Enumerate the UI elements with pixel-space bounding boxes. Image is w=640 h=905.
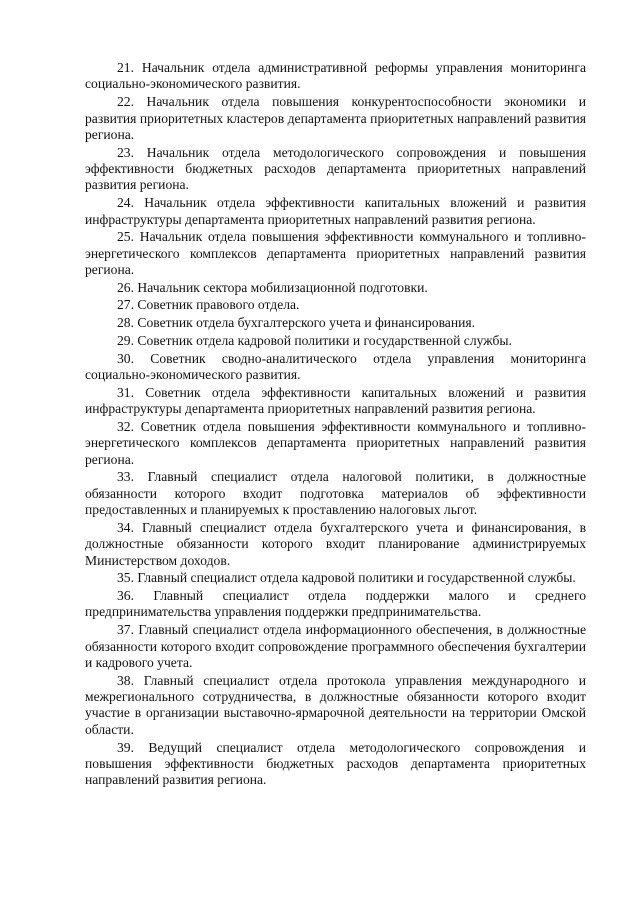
list-item-35: 35. Главный специалист отдела кадровой политики и государственной службы. [117, 570, 576, 586]
list-item-25: 25. Начальник отдела повышения эффективности коммунального и топливно-энергетического комплексов департамента приоритетных направлений развития региона. [85, 229, 586, 278]
list-item-30: 30. Советник сводно-аналитического отдела управления мониторинга социально-экономического развития. [85, 350, 586, 382]
list-item-27: 27. Советник правового отдела. [117, 297, 300, 313]
list-item-23: 23. Начальник отдела методологического сопровождения и повышения эффективности бюджетных расходов департамента приоритетных направлений развития региона. [85, 144, 586, 193]
list-item-38: 38. Главный специалист отдела протокола управления международного и межрегионального сотрудничества, в должностные обязанности которого входит участие в организации выставочно-ярмарочной деятельности на территории Омской области. [85, 672, 586, 737]
list-item-36: 36. Главный специалист отдела поддержки малого и среднего предпринимательства управления поддержки предпринимательства. [85, 588, 586, 620]
list-item-24: 24. Начальник отдела эффективности капитальных вложений и развития инфраструктуры департамента приоритетных направлений развития региона. [85, 195, 586, 227]
list-item-33: 33. Главный специалист отдела налоговой политики, в должностные обязанности которого входит подготовка материалов об эффективности предоставленных и планируемых к проставлению налоговых льгот. [85, 469, 586, 518]
list-item-28: 28. Советник отдела бухгалтерского учета и финансирования. [117, 315, 476, 331]
list-item-34: 34. Главный специалист отдела бухгалтерского учета и финансирования, в должностные обязанности которого входит планирование администрируемых Министерством доходов. [85, 519, 586, 568]
list-item-37: 37. Главный специалист отдела информационного обеспечения, в должностные обязанности которого входит сопровождение программного обеспечения бухгалтерии и кадрового учета. [85, 622, 586, 670]
list-item-26: 26. Начальник сектора мобилизационной подготовки. [117, 279, 428, 295]
list-item-29: 29. Советник отдела кадровой политики и государственной службы. [117, 332, 512, 348]
list-item-32: 32. Советник отдела повышения эффективности коммунального и топливно-энергетического комплексов департамента приоритетных направлений развития региона. [85, 418, 586, 467]
list-item-22: 22. Начальник отдела повышения конкурентоспособности экономики и развития приоритетных кластеров департамента приоритетных направлений развития региона. [85, 94, 586, 142]
list-item-39: 39. Ведущий специалист отдела методологического сопровождения и повышения эффективности бюджетных расходов департамента приоритетных направлений развития региона. [85, 739, 586, 788]
list-item-21: 21. Начальник отдела административной реформы управления мониторинга социально-экономического развития. [85, 60, 586, 92]
list-item-31: 31. Советник отдела эффективности капитальных вложений и развития инфраструктуры департамента приоритетных направлений развития региона. [85, 384, 586, 417]
